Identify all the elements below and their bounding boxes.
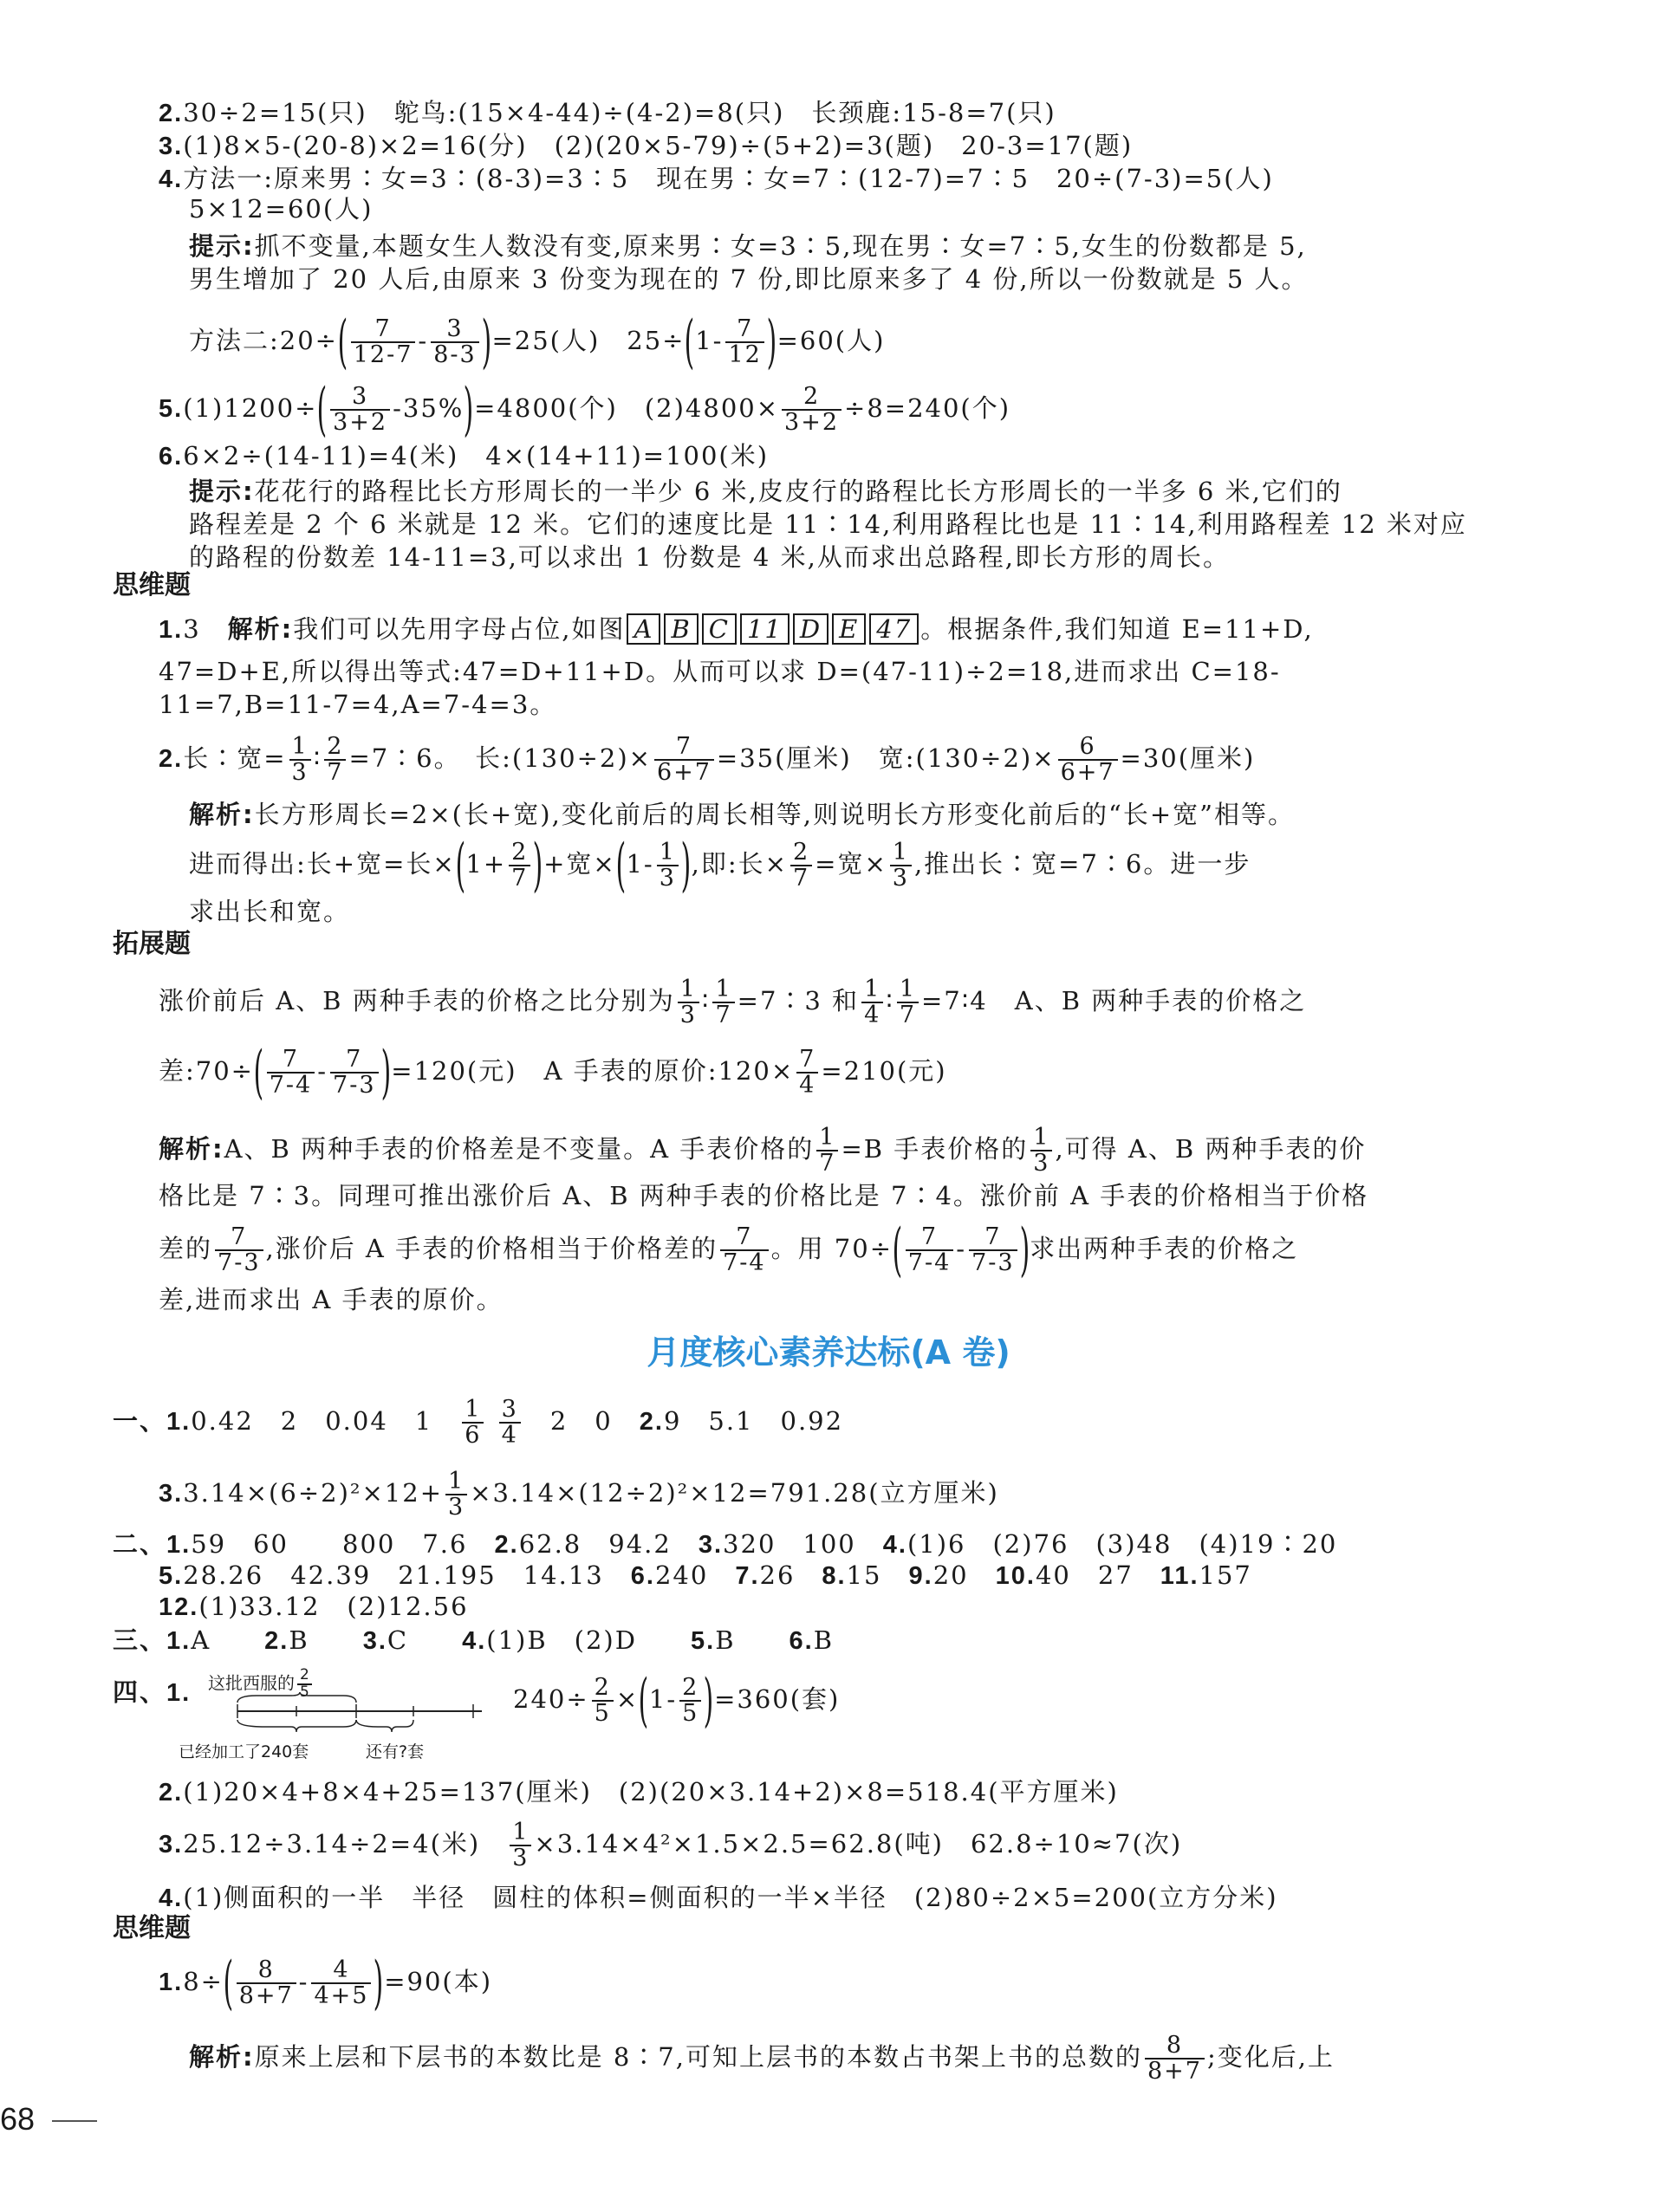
tip-6-cont-1: 路程差是 2 个 6 米就是 12 米。它们的速度比是 11∶14,利用路程比也是 11∶14,利用路程差 12 米对应 xyxy=(189,509,1467,539)
thinking-1: 1.3 解析:我们可以先用字母占位,如图 A B C 11 D E 47 。根据条件,我们知道 E=11+D, xyxy=(159,614,1314,644)
thinking-2-q1: 1.8÷( $\frac{8}{8+7}$ - $\frac{4}{4+5}$ )=90(本) xyxy=(159,1949,493,2016)
test-part-2-line-1: 二、1.59 60 800 7.6 2.62.8 94.2 3.320 100 4.(1)6 (2)76 (3)48 (4)19∶20 xyxy=(113,1529,1338,1559)
letter-box: D xyxy=(793,613,828,645)
diagram-top-label: 这批西服的 $\frac{2}{5}$ xyxy=(208,1668,315,1701)
answer-5: 5.(1)1200÷( $\frac{3}{3+2}$ -35%)=4800(个) (2)4800× $\frac{2}{3+2}$ ÷8=240(个) xyxy=(159,376,1011,443)
letter-box: A xyxy=(627,613,660,645)
thinking-2-analysis-end: 求出长和宽。 xyxy=(189,897,351,926)
tip-6-cont-2: 的路程的份数差 14-11=3,可以求出 1 份数是 4 米,从而求出总路程,即长方形的周长。 xyxy=(189,542,1230,572)
test-part-4-label: 四、1. xyxy=(113,1679,192,1707)
thinking-1-cont-1: 47=D+E,所以得出等式:47=D+11+D。从而可以求 D=(47-11)÷2=18,进而求出 C=18- xyxy=(159,657,1281,686)
extension-analysis-2: 格比是 7∶3。同理可推出涨价后 A、B 两种手表的价格比是 7∶4。涨价前 A 手表的价格相当于价格 xyxy=(159,1181,1369,1210)
tip-4: 提示:抓不变量,本题女生人数没有变,原来男∶女=3∶5,现在男∶女=7∶5,女生的份数都是 5, xyxy=(189,231,1307,261)
answer-3: 3.(1)8×5-(20-8)×2=16(分) (2)(20×5-79)÷(5+2)=3(题) 20-3=17(题) xyxy=(159,131,1134,160)
letter-box: 47 xyxy=(869,613,919,645)
answer-2: 2.30÷2=15(只) 鸵鸟:(15×4-44)÷(4-2)=8(只) 长颈鹿:15-8=7(只) xyxy=(159,98,1056,127)
extension-analysis-4: 差,进而求出 A 手表的原价。 xyxy=(159,1285,504,1314)
letter-box: C xyxy=(702,613,737,645)
page-number: 68 xyxy=(0,2101,36,2137)
test-part-4-q1-eq: 240÷ $\frac{2}{5}$ ×(1- $\frac{2}{5}$ )=360(套) xyxy=(513,1667,841,1734)
section-heading-extension: 拓展题 xyxy=(113,929,191,959)
segment-diagram xyxy=(179,1668,482,1763)
test-part-3: 三、1.A 2.B 3.C 4.(1)B (2)D 5.B 6.B xyxy=(113,1625,835,1655)
extension-analysis-3: 差的 $\frac{7}{7-3}$ ,涨价后 A 手表的价格相当于价格差的 $\frac{7}{7-4}$ 。用 70÷( $\frac{7}{7-4}$ - $\frac{7}{7-3}$ )求出两种手表的价格之 xyxy=(159,1216,1299,1283)
test-part-2-line-3: 12.(1)33.12 (2)12.56 xyxy=(159,1592,469,1621)
extension-analysis-1: 解析:A、B 两种手表的价格差是不变量。A 手表价格的 $\frac{1}{7}$ =B 手表价格的 $\frac{1}{3}$ ,可得 A、B 两种手表的价 xyxy=(159,1123,1367,1177)
extension-line-1: 涨价前后 A、B 两种手表的价格之比分别为 $\frac{1}{3}$ ∶ $\frac{1}{7}$ =7∶3 和 $\frac{1}{4}$ ∶ $\frac{1}{7}$ =7∶4 A、B 两种手表的价格之 xyxy=(159,975,1307,1028)
test-part-4-q3: 3.25.12÷3.14÷2=4(米) $\frac{1}{3}$ ×3.14×4²×1.5×2.5=62.8(吨) 62.8÷10≈7(次) xyxy=(159,1818,1183,1871)
test-part-4-q2: 2.(1)20×4+8×4+25=137(厘米) (2)(20×3.14+2)×8=518.4(平方厘米) xyxy=(159,1777,1119,1807)
thinking-1-cont-2: 11=7,B=11-7=4,A=7-4=3。 xyxy=(159,690,557,719)
section-heading-thinking: 思维题 xyxy=(113,570,191,600)
page-number-rule xyxy=(52,2120,97,2122)
test-title: 月度核心素养达标(A 卷) xyxy=(647,1333,1010,1372)
tip-6: 提示:花花行的路程比长方形周长的一半少 6 米,皮皮行的路程比长方形周长的一半多 6 米,它们的 xyxy=(189,477,1342,506)
test-part-1-line-1: 一、1.0.42 2 0.04 1 $\frac{1}{6}$ $\frac{3}{4}$ 2 0 2.9 5.1 0.92 xyxy=(113,1395,844,1449)
letter-box: E xyxy=(832,613,866,645)
thinking-2-analysis: 解析:长方形周长=2×(长+宽),变化前后的周长相等,则说明长方形变化前后的“长+宽”相等。 xyxy=(189,800,1295,829)
diagram-right-label: 还有?套 xyxy=(366,1742,425,1761)
answer-4-cont: 5×12=60(人) xyxy=(189,194,374,224)
diagram-left-label: 已经加工了240套 xyxy=(179,1742,309,1761)
diagram-lines xyxy=(179,1692,482,1744)
tip-4-cont: 男生增加了 20 人后,由原来 3 份变为现在的 7 份,即比原来多了 4 份,所以一份数就是 5 人。 xyxy=(189,264,1309,294)
thinking-2: 2.长∶宽= $\frac{1}{3}$ ∶ $\frac{2}{7}$ =7∶6。 长:(130÷2)× $\frac{7}{6+7}$ =35(厘米) 宽:(130÷2)× $\frac{6}{6+7}$ =30(厘米) xyxy=(159,732,1256,786)
answer-6: 6.6×2÷(14-11)=4(米) 4×(14+11)=100(米) xyxy=(159,441,770,470)
thinking-2-q1-analysis: 解析:原来上层和下层书的本数比是 8∶7,可知上层书的本数占书架上书的总数的 $\frac{8}{8+7}$ ;变化后,上 xyxy=(189,2031,1335,2085)
thinking-2-analysis-eq: 进而得出:长+宽=长×(1+ $\frac{2}{7}$ )+宽×(1- $\frac{1}{3}$ ),即:长× $\frac{2}{7}$ =宽× $\frac{1}{3}$ ,推出长∶宽=7∶6。进一步 xyxy=(189,832,1251,898)
test-part-2-line-2: 5.28.26 42.39 21.195 14.13 6.240 7.26 8.15 9.20 10.40 27 11.157 xyxy=(159,1560,1252,1590)
extension-line-2: 差:70÷( $\frac{7}{7-4}$ - $\frac{7}{7-3}$ )=120(元) A 手表的原价:120× $\frac{7}{4}$ =210(元) xyxy=(159,1039,947,1106)
section-heading-thinking-2: 思维题 xyxy=(113,1913,191,1943)
method-2: 方法二:20÷( $\frac{7}{12-7}$ - $\frac{3}{8-3}$ )=25(人) 25÷(1- $\frac{7}{12}$ )=60(人) xyxy=(189,308,886,375)
letter-box: 11 xyxy=(740,613,790,645)
test-part-4-q4: 4.(1)侧面积的一半 半径 圆柱的体积=侧面积的一半×半径 (2)80÷2×5=200(立方分米) xyxy=(159,1883,1278,1912)
answer-4: 4.方法一:原来男∶女=3∶(8-3)=3∶5 现在男∶女=7∶(12-7)=7∶5 20÷(7-3)=5(人) xyxy=(159,164,1274,193)
test-part-1-q3: 3.3.14×(6÷2)²×12+ $\frac{1}{3}$ ×3.14×(12÷2)²×12=791.28(立方厘米) xyxy=(159,1467,999,1521)
letter-box: B xyxy=(664,613,698,645)
